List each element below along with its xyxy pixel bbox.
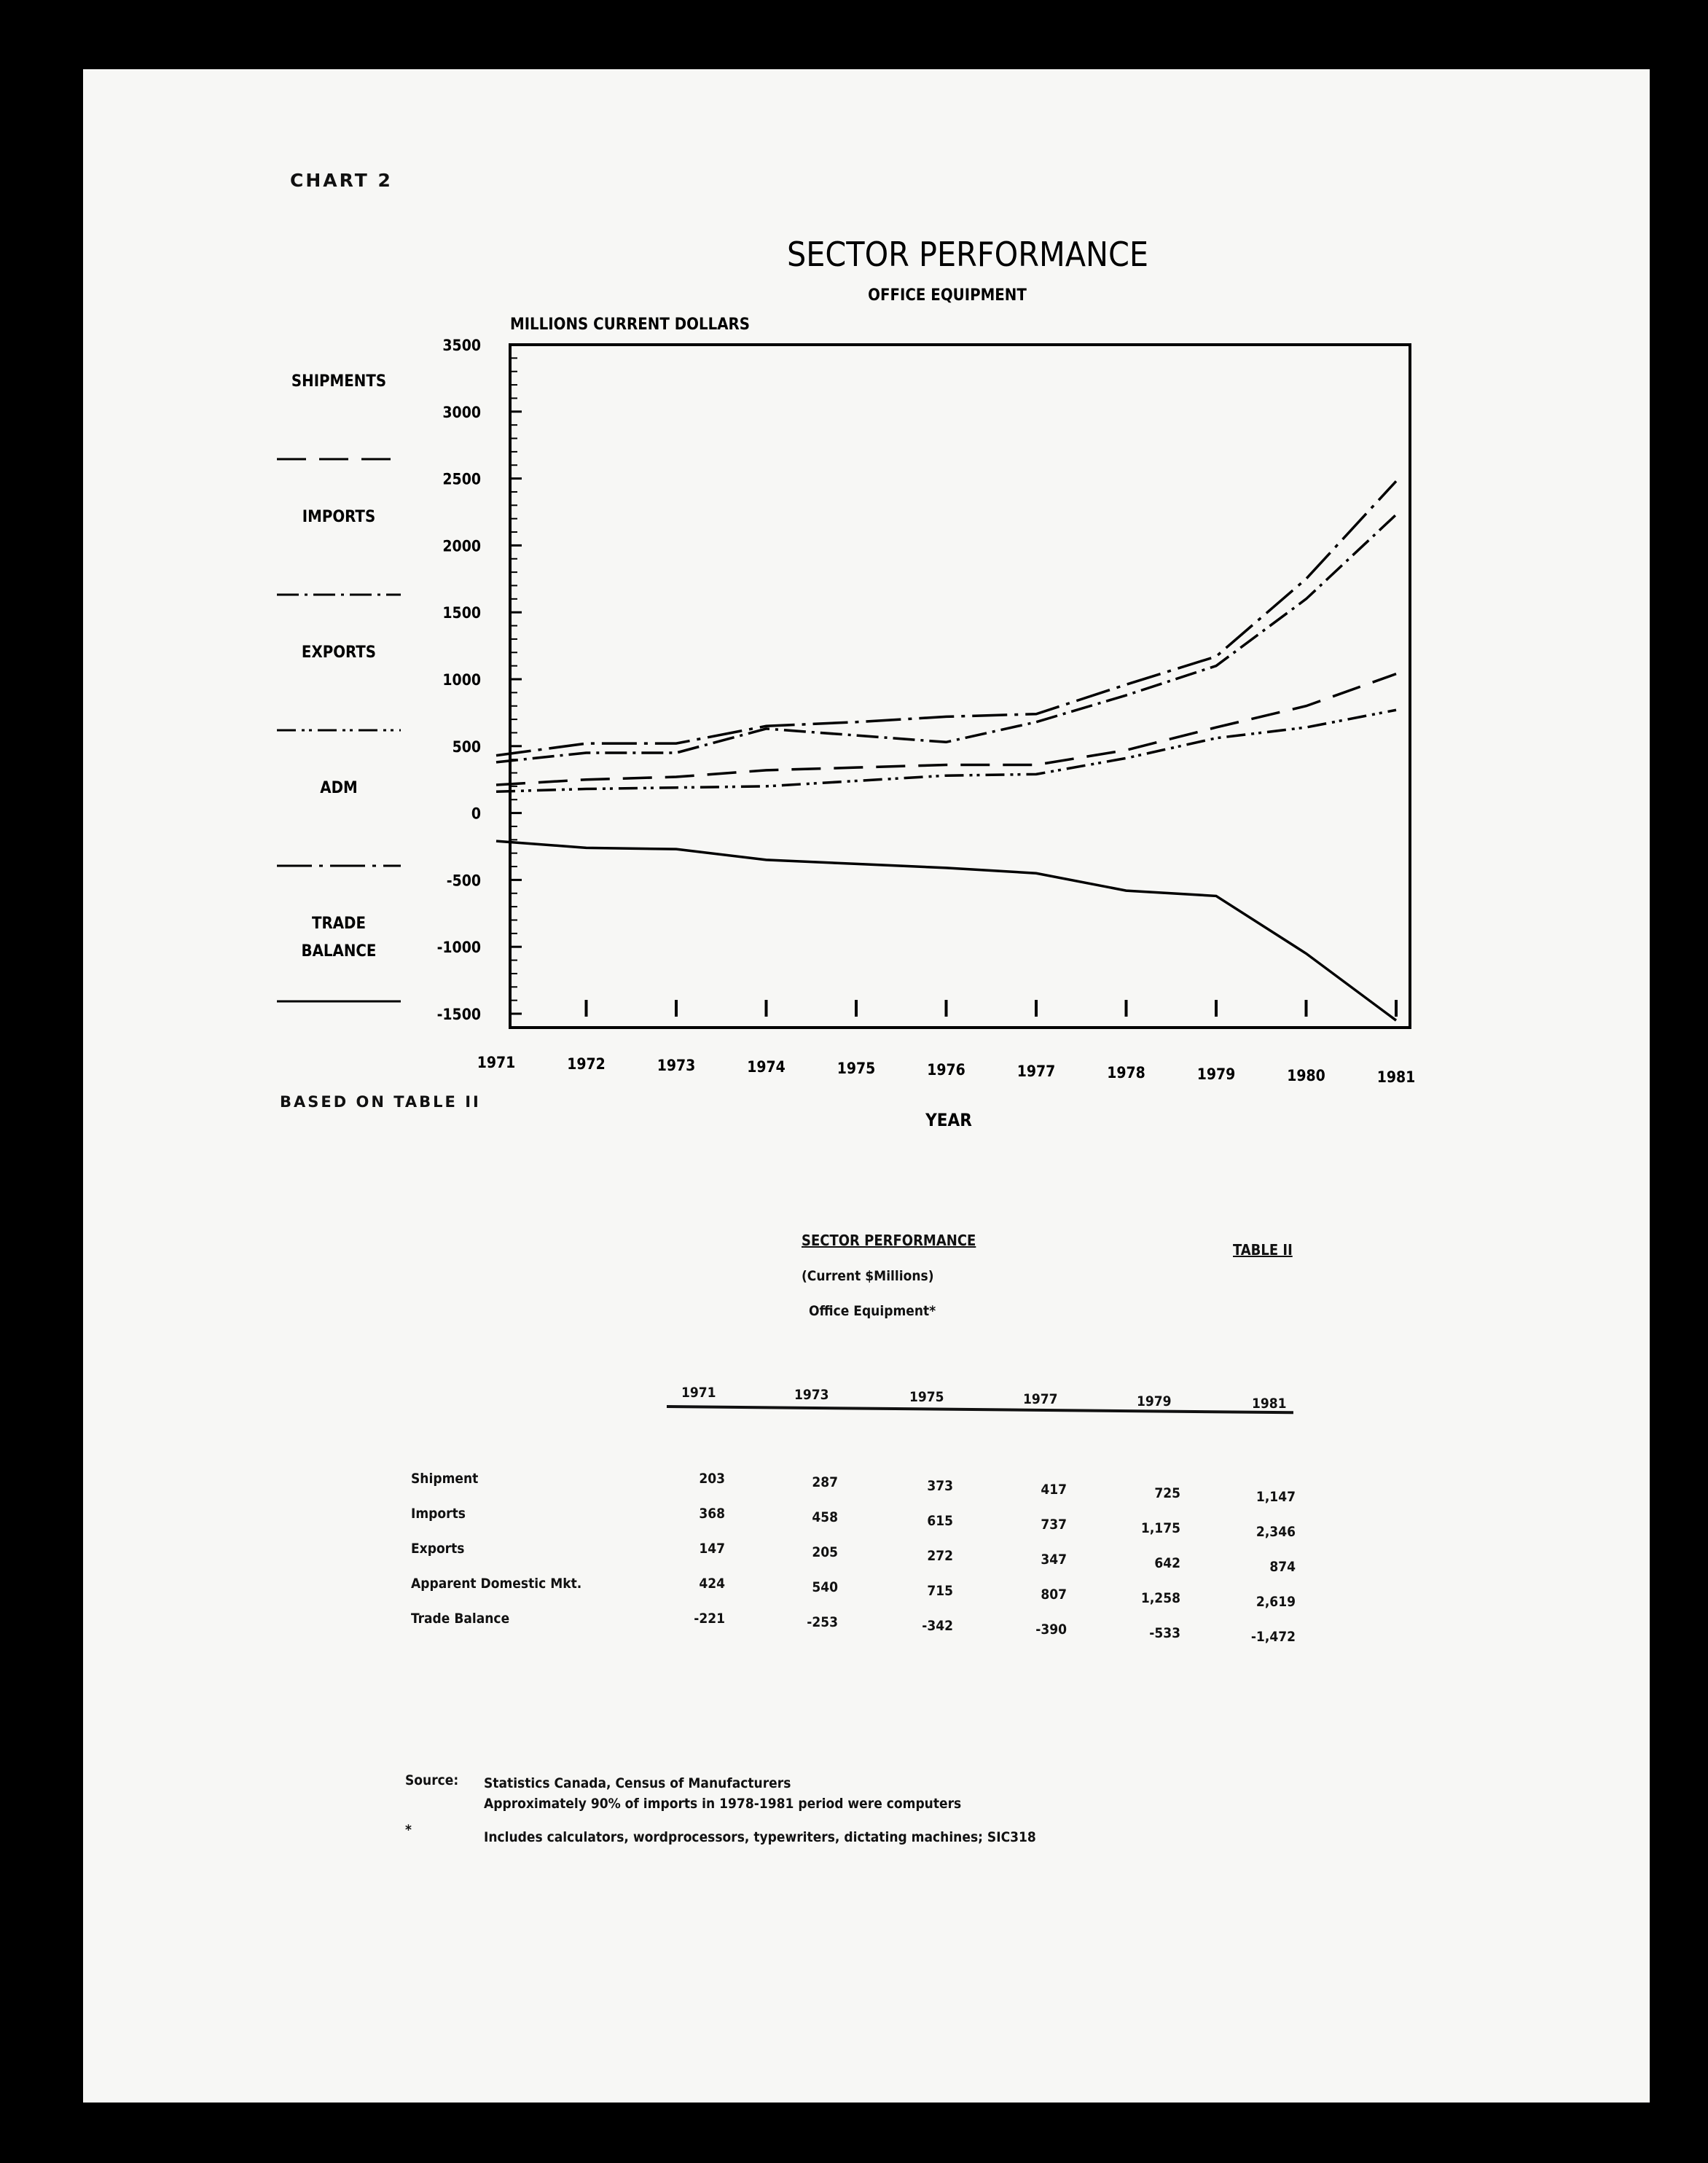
table-category: Office Equipment* <box>809 1303 936 1319</box>
legend-label: ADM <box>320 779 358 797</box>
source-line-2: Approximately 90% of imports in 1978-1981 period were computers <box>484 1796 962 1812</box>
y-tick-label: 2000 <box>442 537 481 555</box>
chart-subtitle: OFFICE EQUIPMENT <box>868 286 1027 305</box>
series-line-trade-balance <box>496 841 1396 1020</box>
table-cell: 874 <box>1269 1559 1296 1575</box>
table-cell: 715 <box>927 1583 953 1599</box>
table-cell: 2,346 <box>1255 1524 1296 1540</box>
table-cell: 615 <box>927 1513 953 1529</box>
source-label: Source: <box>405 1772 459 1788</box>
x-tick-label: 1972 <box>567 1055 606 1073</box>
table-column-header: 1975 <box>909 1389 944 1405</box>
table-cell: 540 <box>812 1579 838 1595</box>
table-title: SECTOR PERFORMANCE <box>802 1232 976 1249</box>
x-axis-label: YEAR <box>925 1110 972 1130</box>
footnote-mark: * <box>405 1822 412 1838</box>
series-line-shipments <box>496 674 1396 785</box>
table-cell: -253 <box>807 1614 838 1630</box>
table-cell: 373 <box>927 1478 953 1494</box>
table-row-label: Trade Balance <box>411 1611 510 1627</box>
chart-title: SECTOR PERFORMANCE <box>786 235 1149 274</box>
x-tick-label: 1973 <box>657 1057 696 1074</box>
y-tick-label: -1500 <box>436 1006 481 1023</box>
y-tick-label: 2500 <box>442 470 481 488</box>
y-tick-label: -1000 <box>436 939 481 957</box>
table-row-label: Imports <box>411 1506 466 1522</box>
table-subtitle: (Current $Millions) <box>802 1268 934 1284</box>
table-cell: 205 <box>812 1544 838 1560</box>
table-cell: 1,175 <box>1140 1520 1180 1536</box>
series-line-imports <box>496 515 1396 762</box>
table-cell: 1,147 <box>1255 1489 1296 1505</box>
x-tick-label: 1979 <box>1196 1065 1236 1083</box>
x-tick-label: 1981 <box>1376 1068 1416 1086</box>
table-cell: 287 <box>812 1474 838 1490</box>
table-cell: 147 <box>699 1541 725 1557</box>
footnote: Includes calculators, wordprocessors, typewriters, dictating machines; SIC318 <box>484 1829 1036 1845</box>
table-column-header: 1973 <box>794 1387 829 1403</box>
x-tick-label: 1977 <box>1016 1063 1056 1080</box>
table-cell: 203 <box>699 1471 725 1487</box>
table-cell: -342 <box>922 1618 953 1634</box>
legend-label: IMPORTS <box>302 508 376 526</box>
table-cell: 272 <box>927 1548 953 1564</box>
table-cell: 2,619 <box>1255 1594 1296 1610</box>
table-column-header: 1981 <box>1252 1396 1287 1412</box>
legend-label: EXPORTS <box>301 644 377 662</box>
y-tick-label: 3000 <box>442 403 481 421</box>
x-tick-label: 1975 <box>837 1060 876 1077</box>
table-row-label: Exports <box>411 1541 465 1557</box>
table-cell: 424 <box>699 1576 725 1592</box>
table-column-header: 1977 <box>1023 1391 1058 1407</box>
table-cell: 737 <box>1041 1517 1067 1533</box>
table-cell: 642 <box>1154 1555 1180 1571</box>
legend-label: TRADE <box>311 915 367 933</box>
table-row-label: Shipment <box>411 1471 479 1487</box>
chart-label: CHART 2 <box>290 170 393 191</box>
based-on-label: BASED ON TABLE II <box>280 1093 481 1111</box>
source-line-1: Statistics Canada, Census of Manufacturers <box>484 1775 791 1791</box>
table-cell: 1,258 <box>1140 1590 1180 1606</box>
table-cell: -221 <box>694 1611 725 1627</box>
x-tick-label: 1971 <box>477 1054 516 1071</box>
table-cell: 458 <box>812 1509 838 1525</box>
y-axis-label: MILLIONS CURRENT DOLLARS <box>510 316 751 334</box>
legend-label: SHIPMENTS <box>291 372 387 391</box>
table-column-header: 1971 <box>681 1385 716 1401</box>
x-tick-label: 1980 <box>1287 1067 1325 1084</box>
y-tick-label: 1000 <box>442 671 481 689</box>
y-tick-label: -500 <box>446 872 481 890</box>
y-tick-label: 3500 <box>442 337 481 354</box>
table-cell: 368 <box>699 1506 725 1522</box>
plot-frame <box>510 345 1410 1028</box>
table-cell: 417 <box>1041 1482 1067 1498</box>
table-cell: -1,472 <box>1250 1629 1296 1645</box>
x-tick-label: 1978 <box>1107 1064 1145 1082</box>
table-cell: 725 <box>1154 1485 1180 1501</box>
x-tick-label: 1976 <box>927 1061 965 1079</box>
table-label: TABLE II <box>1233 1241 1293 1259</box>
series-line-adm <box>496 481 1396 755</box>
table-cell: 807 <box>1041 1587 1067 1603</box>
y-tick-label: 1500 <box>442 604 481 622</box>
table-cell: -390 <box>1035 1622 1067 1638</box>
y-tick-label: 500 <box>452 738 481 756</box>
y-tick-label: 0 <box>471 805 481 823</box>
legend-label: BALANCE <box>301 942 377 961</box>
table-cell: 347 <box>1041 1552 1067 1568</box>
table-row-label: Apparent Domestic Mkt. <box>411 1576 582 1592</box>
x-tick-label: 1974 <box>747 1058 786 1076</box>
table-column-header: 1979 <box>1137 1393 1172 1409</box>
table-cell: -533 <box>1149 1625 1180 1641</box>
